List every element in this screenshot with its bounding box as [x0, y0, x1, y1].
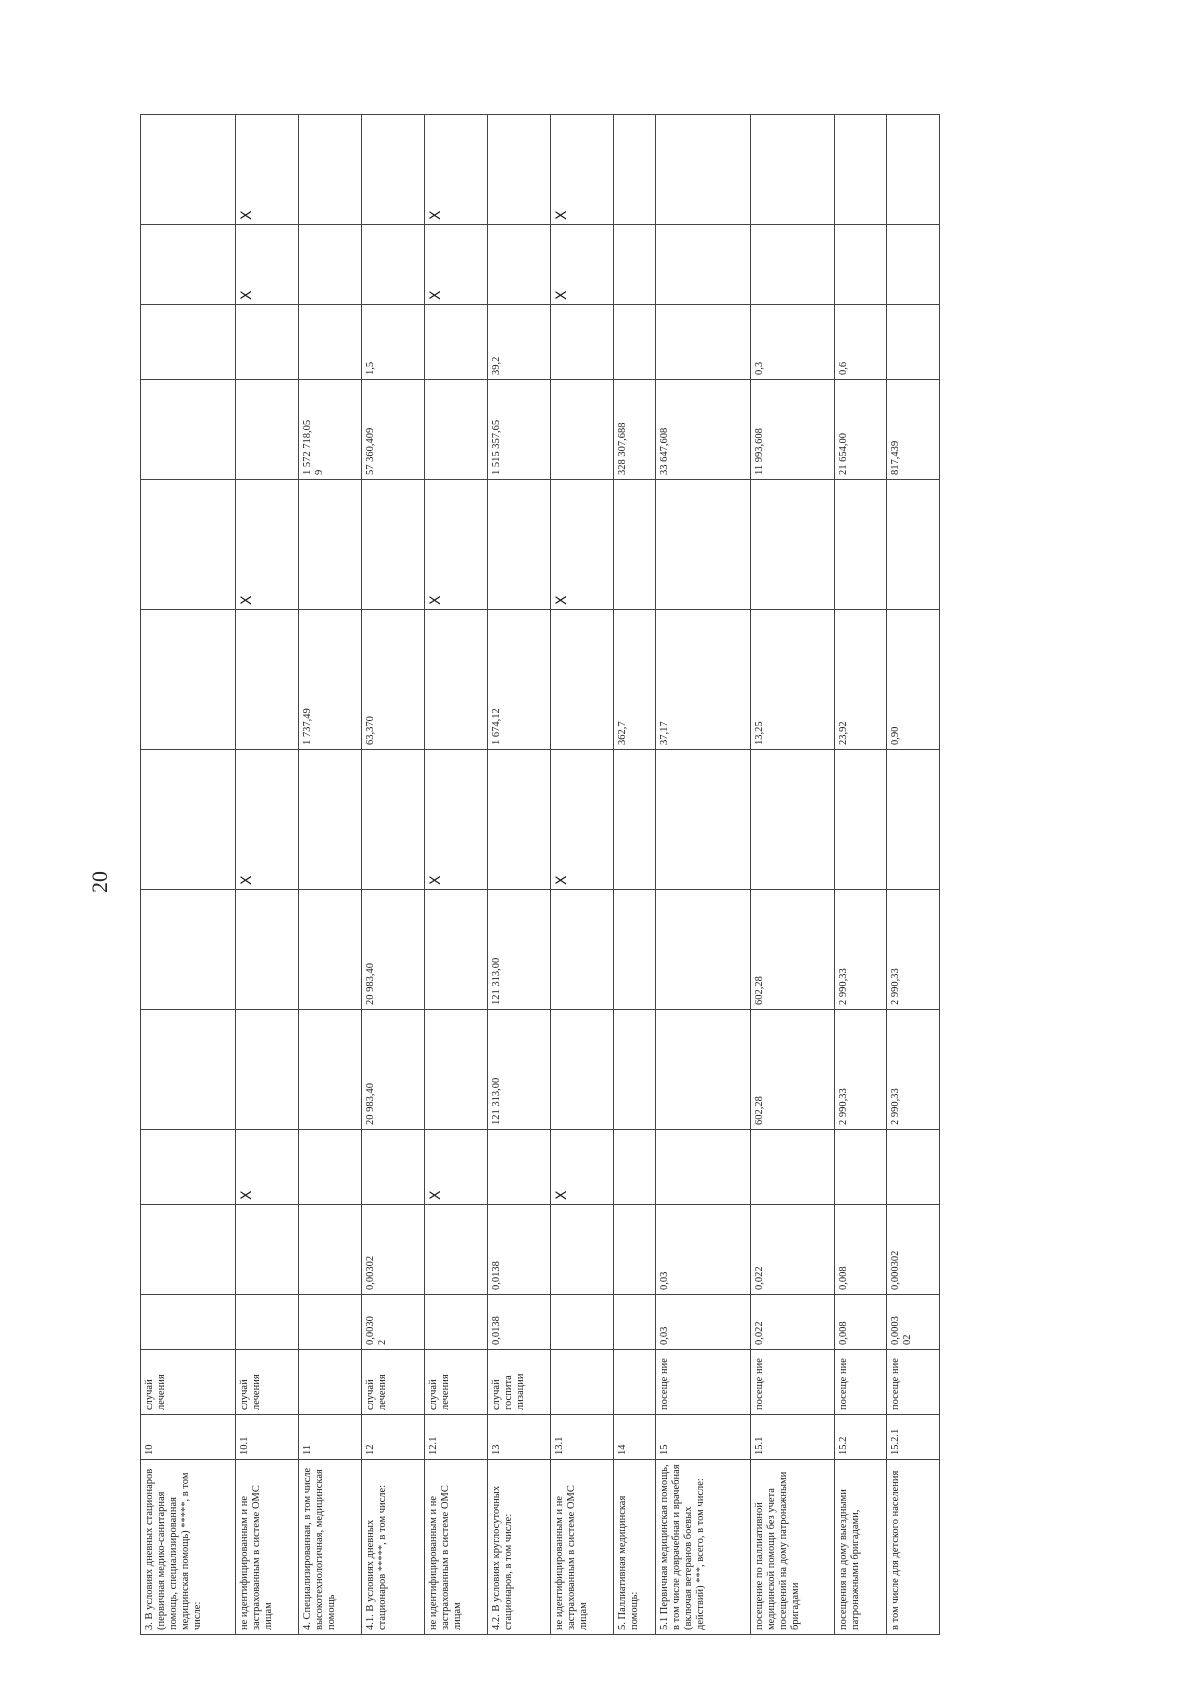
- table-cell: 37,17: [656, 610, 751, 750]
- table-cell: посеще ние: [656, 1350, 751, 1415]
- table-cell: 15: [656, 1415, 751, 1460]
- row-label-cell: посещение по паллиативной медицинской помощи без учета посещений на дому патронажными бригадами: [750, 1460, 834, 1635]
- table-cell: [141, 225, 236, 305]
- table-cell: [298, 1010, 361, 1130]
- table-cell: [750, 115, 834, 225]
- table-cell: [551, 1350, 614, 1415]
- table-row: [834, 115, 887, 1635]
- table-cell: [887, 750, 940, 890]
- table-cell: [298, 1295, 361, 1350]
- table-cell: случай лечения: [361, 1350, 424, 1415]
- table-cell: [235, 380, 298, 480]
- table-cell: 13: [487, 1415, 550, 1460]
- table-cell: 0,90: [887, 610, 940, 750]
- table-cell: X: [551, 750, 614, 890]
- table-cell: [141, 305, 236, 380]
- table-cell: [614, 1205, 656, 1295]
- table-row: [298, 115, 361, 1635]
- table-cell: 1 674,12: [487, 610, 550, 750]
- table-cell: 0,008: [834, 1205, 887, 1295]
- table-cell: X: [235, 750, 298, 890]
- row-label-cell: посещения на дому выездными патронажными бригадами,: [834, 1460, 887, 1635]
- table-cell: 2 990,33: [887, 890, 940, 1010]
- table-cell: 602,28: [750, 1010, 834, 1130]
- table-cell: [750, 480, 834, 610]
- table-cell: X: [424, 1130, 487, 1205]
- table-cell: 13.1: [551, 1415, 614, 1460]
- table-cell: 0,000302: [887, 1205, 940, 1295]
- table-cell: 602,28: [750, 890, 834, 1010]
- table-cell: [235, 305, 298, 380]
- table-cell: [887, 115, 940, 225]
- table-cell: 362,7: [614, 610, 656, 750]
- table-cell: 1 572 718,05 9: [298, 380, 361, 480]
- row-label-cell: не идентифицированным и не застрахованным в системе ОМС лицам: [551, 1460, 614, 1635]
- table-cell: [614, 225, 656, 305]
- table-cell: [298, 1205, 361, 1295]
- table-cell: [235, 1010, 298, 1130]
- table-cell: [487, 115, 550, 225]
- table-cell: X: [424, 225, 487, 305]
- table-cell: [656, 225, 751, 305]
- table-cell: [551, 1295, 614, 1350]
- table-cell: [834, 225, 887, 305]
- table-cell: 14: [614, 1415, 656, 1460]
- table-cell: случай госпита лизации: [487, 1350, 550, 1415]
- table-cell: 10: [141, 1415, 236, 1460]
- table-cell: [887, 1130, 940, 1205]
- table-cell: [298, 750, 361, 890]
- rotated-table-container: [140, 115, 940, 1635]
- table-cell: [656, 115, 751, 225]
- table-cell: [656, 750, 751, 890]
- table-cell: [614, 1010, 656, 1130]
- table-cell: 33 647,608: [656, 380, 751, 480]
- table-cell: 121 313,00: [487, 1010, 550, 1130]
- table-cell: X: [551, 225, 614, 305]
- table-cell: 0,3: [750, 305, 834, 380]
- row-label-cell: не идентифицированным и не застрахованным в системе ОМС лицам: [235, 1460, 298, 1635]
- table-cell: 0,6: [834, 305, 887, 380]
- table-cell: [298, 1130, 361, 1205]
- table-cell: 0,0138: [487, 1295, 550, 1350]
- table-cell: [551, 305, 614, 380]
- table-cell: 15.1: [750, 1415, 834, 1460]
- table-cell: [887, 305, 940, 380]
- row-label-cell: 4. Специализированная, в том числе высокотехнологичная, медицинская помощь: [298, 1460, 361, 1635]
- table-cell: [361, 480, 424, 610]
- table-cell: [298, 480, 361, 610]
- table-cell: [551, 890, 614, 1010]
- table-cell: [551, 380, 614, 480]
- table-cell: [656, 305, 751, 380]
- table-cell: 121 313,00: [487, 890, 550, 1010]
- table-cell: 0,008: [834, 1295, 887, 1350]
- table-cell: [424, 305, 487, 380]
- table-cell: 15.2.1: [887, 1415, 940, 1460]
- row-label-cell: не идентифицированным и не застрахованным в системе ОМС лицам: [424, 1460, 487, 1635]
- table-cell: [235, 1205, 298, 1295]
- table-row: [614, 115, 656, 1635]
- table-cell: 39,2: [487, 305, 550, 380]
- table-cell: [361, 115, 424, 225]
- table-cell: 2 990,33: [834, 1010, 887, 1130]
- table-cell: [424, 1205, 487, 1295]
- row-label-cell: 3. В условиях дневных стационаров (первичная медико-санитарная помощь, специализированная медицинская помощь) *****, в том числе:: [141, 1460, 236, 1635]
- table-cell: [141, 890, 236, 1010]
- table-row: [361, 115, 424, 1635]
- table-cell: 63,370: [361, 610, 424, 750]
- table-cell: случай лечения: [235, 1350, 298, 1415]
- table-cell: X: [424, 115, 487, 225]
- table-cell: [298, 115, 361, 225]
- table-cell: [487, 480, 550, 610]
- table-cell: [424, 380, 487, 480]
- table-cell: [141, 1010, 236, 1130]
- table-cell: [614, 1295, 656, 1350]
- table-cell: [656, 1010, 751, 1130]
- table-cell: [424, 1295, 487, 1350]
- table-cell: [551, 610, 614, 750]
- table-cell: 11: [298, 1415, 361, 1460]
- table-cell: посеще ние: [750, 1350, 834, 1415]
- table-cell: X: [424, 750, 487, 890]
- table-cell: [750, 225, 834, 305]
- table-row: [887, 115, 940, 1635]
- table-cell: [141, 1130, 236, 1205]
- table-cell: 0,022: [750, 1205, 834, 1295]
- table-cell: [361, 750, 424, 890]
- table-cell: [834, 750, 887, 890]
- table-cell: [887, 225, 940, 305]
- table-row: [656, 115, 751, 1635]
- table-cell: [887, 480, 940, 610]
- row-label-cell: 5. Паллиативная медицинская помощь:: [614, 1460, 656, 1635]
- table-cell: [141, 1205, 236, 1295]
- table-cell: 0,03: [656, 1205, 751, 1295]
- table-cell: X: [551, 480, 614, 610]
- table-cell: 57 360,409: [361, 380, 424, 480]
- table-cell: [298, 305, 361, 380]
- table-cell: 817,439: [887, 380, 940, 480]
- table-cell: [834, 480, 887, 610]
- table-cell: [141, 480, 236, 610]
- table-cell: 0,03: [656, 1295, 751, 1350]
- table-cell: [614, 750, 656, 890]
- table-cell: 21 654,00: [834, 380, 887, 480]
- table-cell: [141, 1295, 236, 1350]
- table-cell: X: [551, 1130, 614, 1205]
- table-cell: 0,00302: [361, 1205, 424, 1295]
- table-cell: X: [235, 480, 298, 610]
- table-cell: [424, 1010, 487, 1130]
- table-cell: X: [424, 480, 487, 610]
- row-label-cell: 4.2. В условиях круглосуточных стационаров, в том числе:: [487, 1460, 550, 1635]
- table-cell: 1,5: [361, 305, 424, 380]
- table-cell: 0,0030 2: [361, 1295, 424, 1350]
- table-cell: случай лечения: [141, 1350, 236, 1415]
- table-cell: [141, 610, 236, 750]
- table-cell: X: [235, 1130, 298, 1205]
- table-cell: [141, 750, 236, 890]
- table-cell: [487, 1130, 550, 1205]
- table-cell: 0,0138: [487, 1205, 550, 1295]
- table-cell: [614, 1350, 656, 1415]
- table-cell: 13,25: [750, 610, 834, 750]
- table-cell: [656, 890, 751, 1010]
- table-cell: 1 737,49: [298, 610, 361, 750]
- table-cell: 20 983,40: [361, 890, 424, 1010]
- table-cell: [361, 225, 424, 305]
- row-label-cell: 4.1. В условиях дневных стационаров *****, в том числе:: [361, 1460, 424, 1635]
- table-cell: [141, 380, 236, 480]
- table-cell: [424, 890, 487, 1010]
- table-cell: [487, 225, 550, 305]
- table-cell: [141, 115, 236, 225]
- row-label-cell: 5.1 Первичная медицинская помощь, в том числе доврачебная и врачебная (включая ветеранов боевых действий) ***, всего, в том числе:: [656, 1460, 751, 1635]
- table-cell: [614, 480, 656, 610]
- table-cell: 0,0003 02: [887, 1295, 940, 1350]
- table-row: [487, 115, 550, 1635]
- table-cell: [834, 1130, 887, 1205]
- table-cell: [614, 1130, 656, 1205]
- table-cell: 2 990,33: [887, 1010, 940, 1130]
- table-cell: 11 993,608: [750, 380, 834, 480]
- table-cell: 15.2: [834, 1415, 887, 1460]
- table-row: [551, 115, 614, 1635]
- table-cell: [298, 1350, 361, 1415]
- table-cell: X: [551, 115, 614, 225]
- table-cell: 12: [361, 1415, 424, 1460]
- table-cell: [235, 610, 298, 750]
- table-cell: 12.1: [424, 1415, 487, 1460]
- table-cell: [235, 890, 298, 1010]
- table-cell: [614, 115, 656, 225]
- table-cell: посеще ние: [887, 1350, 940, 1415]
- table-row: [750, 115, 834, 1635]
- table-cell: [614, 890, 656, 1010]
- table-row: [235, 115, 298, 1635]
- medical-assistance-table: [140, 114, 940, 1635]
- table-cell: [656, 1130, 751, 1205]
- table-cell: [298, 225, 361, 305]
- table-cell: 1 515 357,65: [487, 380, 550, 480]
- table-cell: 10.1: [235, 1415, 298, 1460]
- table-cell: [551, 1010, 614, 1130]
- table-cell: 0,022: [750, 1295, 834, 1350]
- table-cell: [235, 1295, 298, 1350]
- table-cell: X: [235, 225, 298, 305]
- table-cell: [656, 480, 751, 610]
- table-cell: [551, 1205, 614, 1295]
- table-cell: посеще ние: [834, 1350, 887, 1415]
- table-cell: [424, 610, 487, 750]
- table-cell: [834, 115, 887, 225]
- table-cell: [750, 1130, 834, 1205]
- page-number: 20: [87, 871, 112, 893]
- table-cell: [361, 1130, 424, 1205]
- table-cell: [750, 750, 834, 890]
- table-row: [141, 115, 236, 1635]
- table-cell: [487, 750, 550, 890]
- table-cell: 328 307,688: [614, 380, 656, 480]
- table-cell: случай лечения: [424, 1350, 487, 1415]
- table-cell: 20 983,40: [361, 1010, 424, 1130]
- row-label-cell: в том числе для детского населения: [887, 1460, 940, 1635]
- table-row: [424, 115, 487, 1635]
- table-cell: X: [235, 115, 298, 225]
- table-cell: 23,92: [834, 610, 887, 750]
- table-cell: [614, 305, 656, 380]
- table-cell: [298, 890, 361, 1010]
- table-cell: 2 990,33: [834, 890, 887, 1010]
